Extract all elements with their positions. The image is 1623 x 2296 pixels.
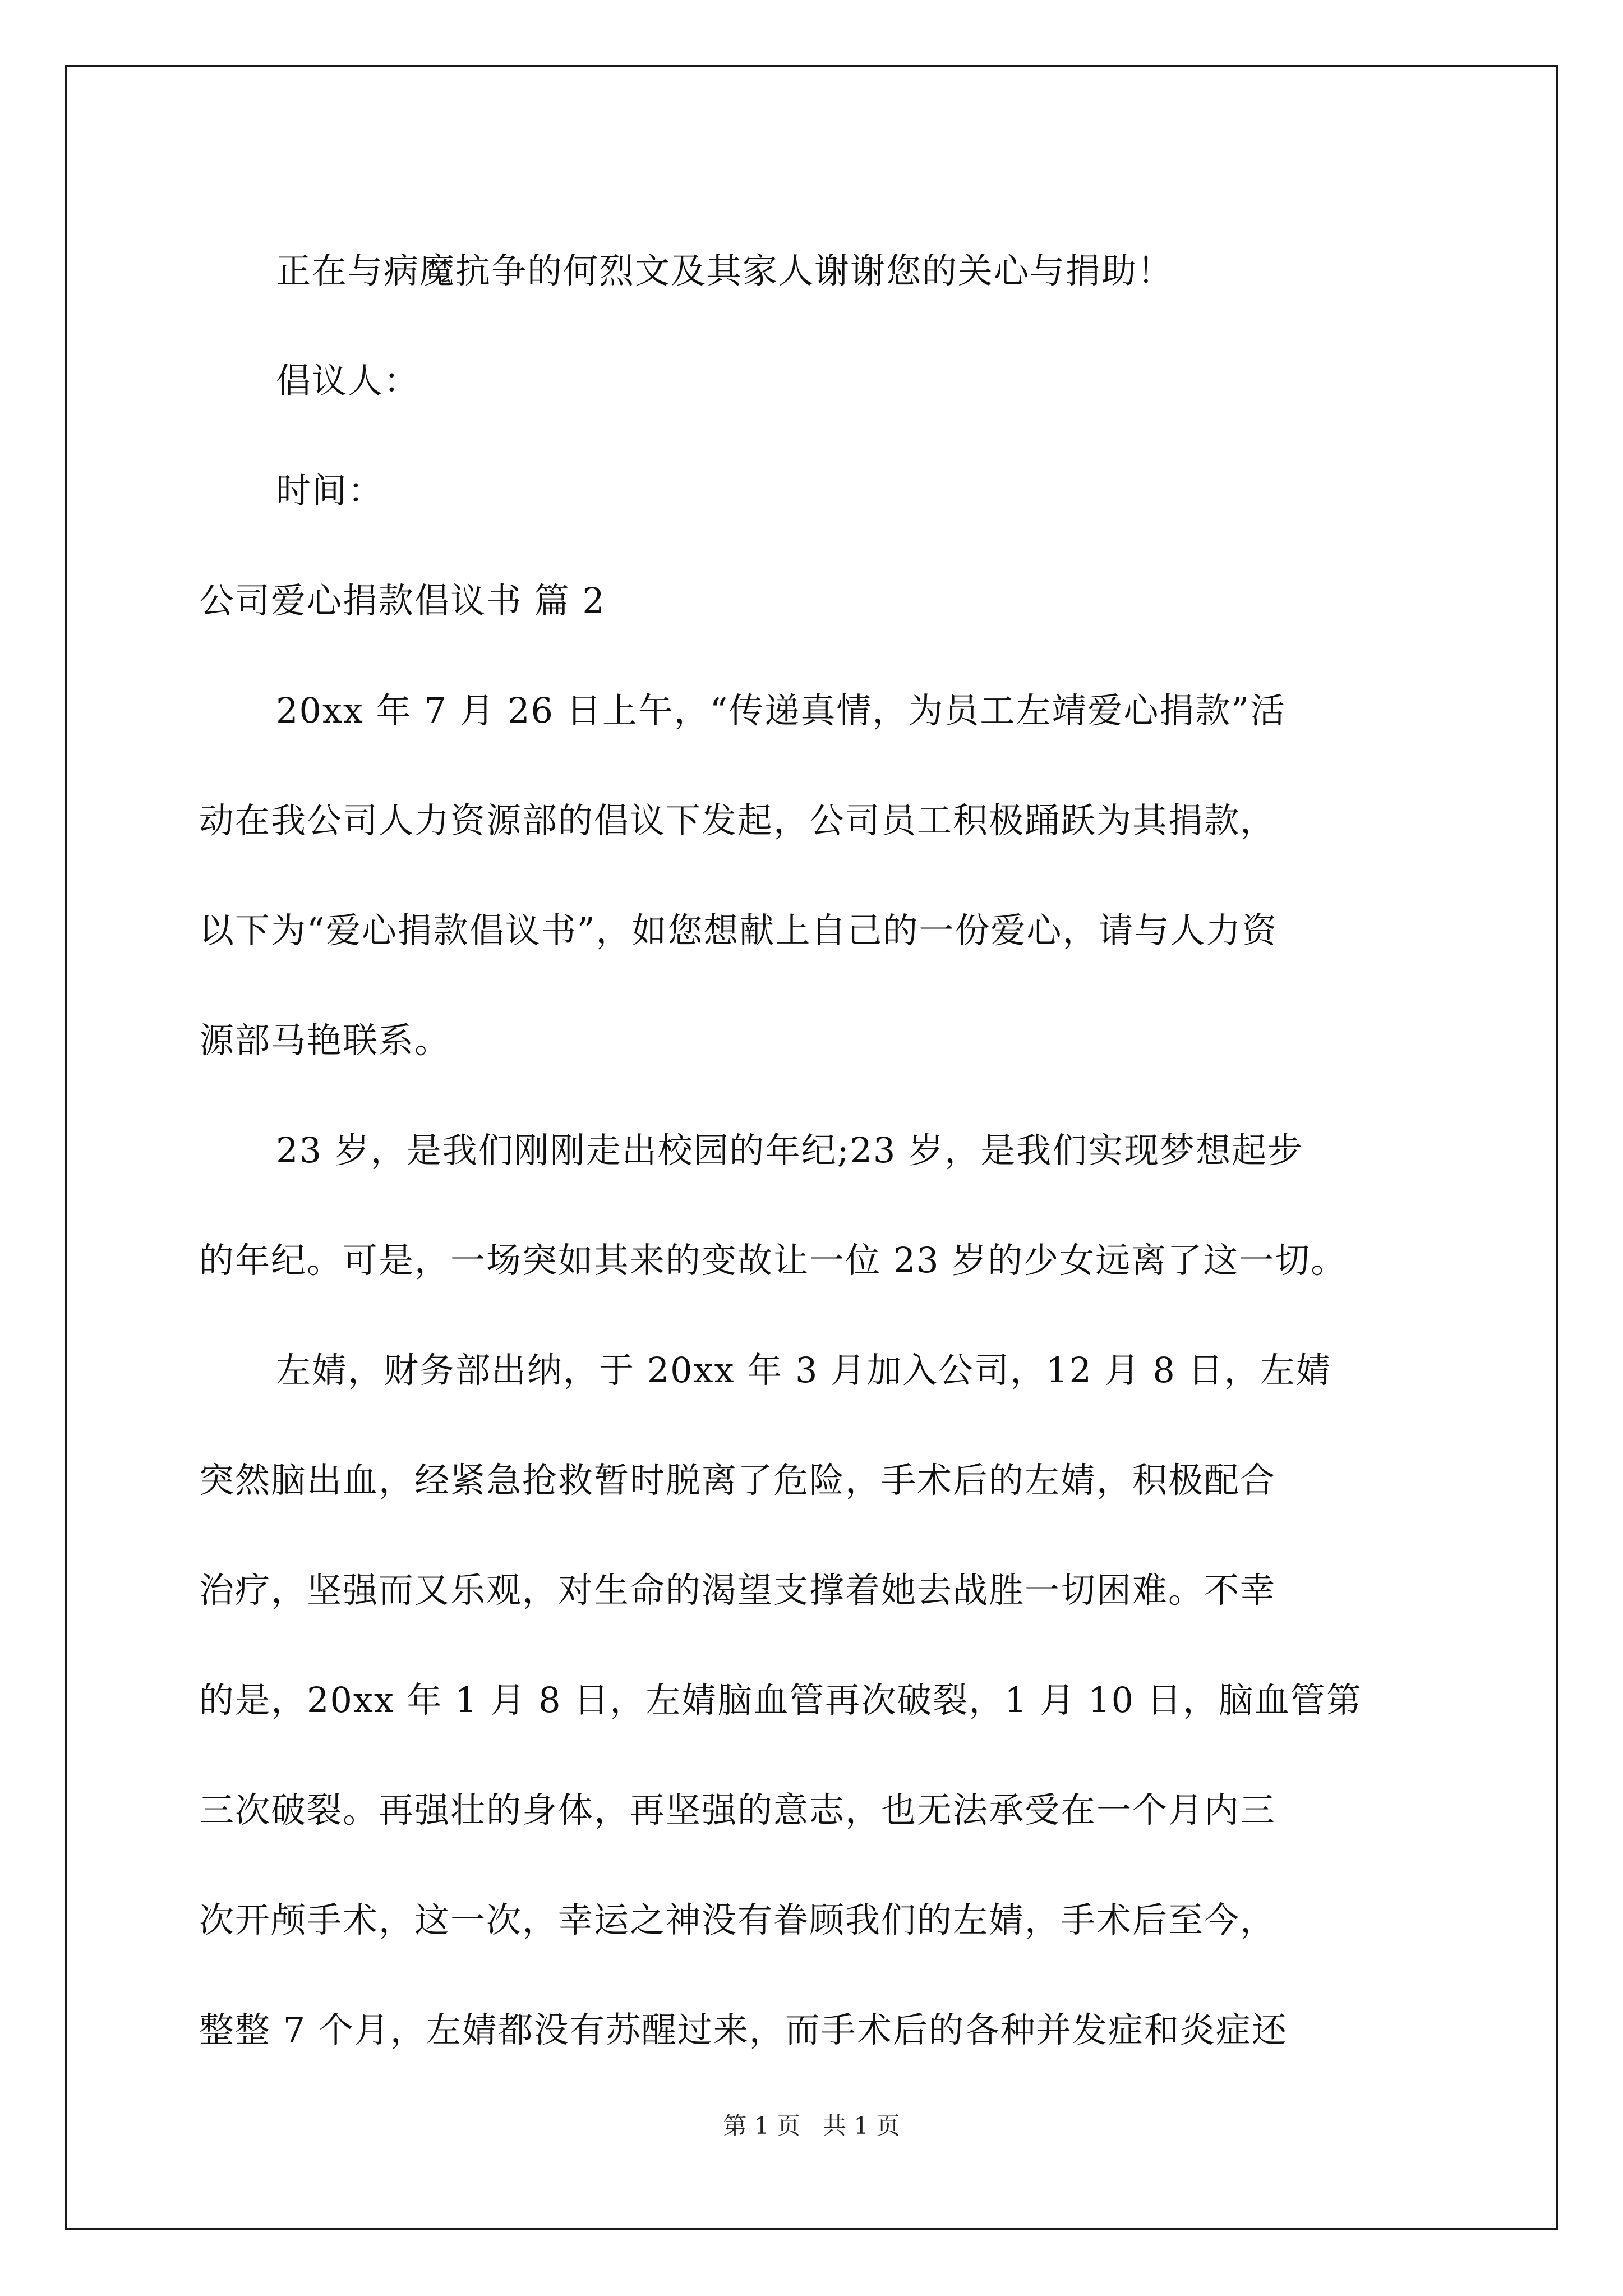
paragraph-line: 的是，20xx 年 1 月 8 日，左婧脑血管再次破裂，1 月 10 日，脑血管第 — [199, 1680, 1362, 1720]
signatory-label: 倡议人： — [276, 360, 420, 401]
paragraph-line: 正在与病魔抗争的何烈文及其家人谢谢您的关心与捐助！ — [276, 250, 1174, 291]
page-footer: 第 1 页 共 1 页 — [723, 2112, 900, 2139]
paragraph-line: 左婧，财务部出纳，于 20xx 年 3 月加入公司，12 月 8 日，左婧 — [276, 1350, 1332, 1391]
paragraph-line: 以下为“爱心捐款倡议书”，如您想献上自己的一份爱心，请与人力资 — [199, 910, 1278, 951]
section-heading: 公司爱心捐款倡议书 篇 2 — [199, 580, 606, 621]
paragraph-line: 三次破裂。再强壮的身体，再坚强的意志，也无法承受在一个月内三 — [199, 1789, 1276, 1830]
paragraph-line: 20xx 年 7 月 26 日上午，“传递真情，为员工左靖爱心捐款”活 — [276, 690, 1287, 731]
document-body — [199, 216, 1424, 2085]
paragraph-line: 次开颅手术，这一次，幸运之神没有眷顾我们的左婧，手术后至今， — [199, 1899, 1276, 1940]
paragraph-line: 23 岁，是我们刚刚走出校园的年纪;23 岁，是我们实现梦想起步 — [276, 1130, 1304, 1171]
paragraph-line: 动在我公司人力资源部的倡议下发起，公司员工积极踊跃为其捐款， — [199, 800, 1276, 841]
paragraph-line: 治疗，坚强而又乐观，对生命的渴望支撑着她去战胜一切困难。不幸 — [199, 1570, 1276, 1611]
paragraph-line: 整整 7 个月，左婧都没有苏醒过来，而手术后的各种并发症和炎症还 — [199, 2009, 1288, 2050]
paragraph-line: 突然脑出血，经紧急抢救暂时脱离了危险，手术后的左婧，积极配合 — [199, 1460, 1276, 1501]
date-label: 时间： — [276, 470, 384, 511]
paragraph-line: 的年纪。可是，一场突如其来的变故让一位 23 岁的少女远离了这一切。 — [199, 1240, 1347, 1281]
paragraph-line: 源部马艳联系。 — [199, 1020, 451, 1061]
